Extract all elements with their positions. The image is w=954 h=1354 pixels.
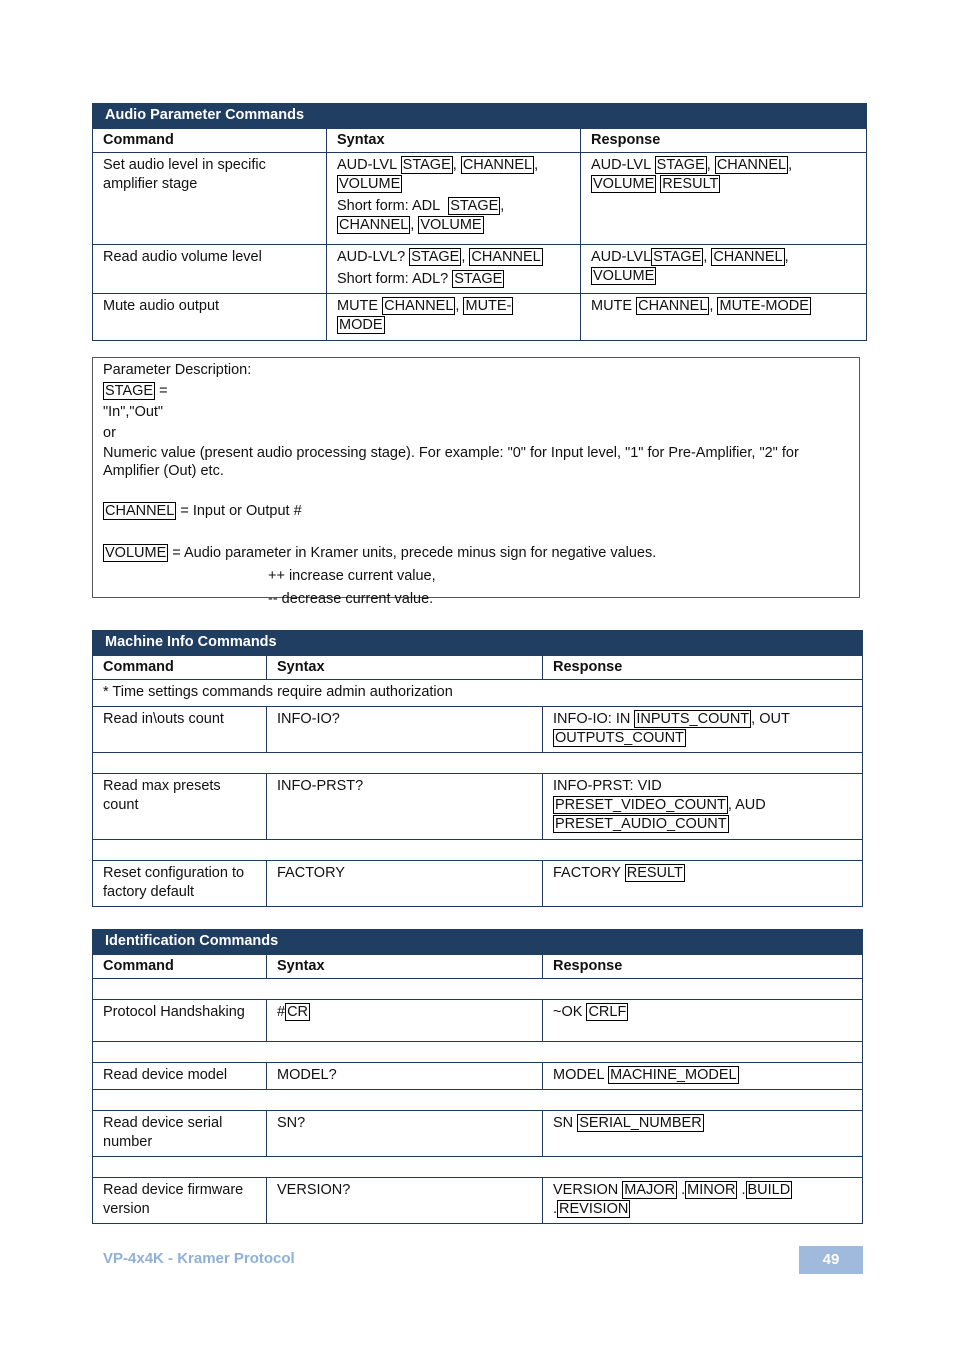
note-text: * Time settings commands require admin authorization (93, 680, 863, 707)
param-preset-video-count: PRESET_VIDEO_COUNT (555, 797, 726, 813)
param-volume: VOLUME (420, 217, 482, 233)
response-cell (543, 707, 863, 753)
document-title: VP-4x4K - Kramer Protocol (103, 1250, 295, 1267)
param-result: RESULT (662, 176, 719, 192)
response-text: MODEL (553, 1067, 605, 1083)
param-revision: REVISION (559, 1201, 629, 1217)
column-header: Command (93, 656, 267, 680)
param-channel: CHANNEL (105, 503, 175, 519)
param-inputs-count: INPUTS_COUNT (636, 711, 750, 727)
response-cell (581, 153, 867, 245)
response-text: INFO-PRST: VID (553, 778, 662, 794)
param-crlf: CRLF (588, 1004, 627, 1020)
increase-text: ++ increase current value, (268, 568, 436, 584)
param-stage: STAGE (656, 157, 705, 173)
spacer-row (93, 979, 863, 1000)
separator: . (553, 1201, 558, 1217)
param-channel: CHANNEL (716, 157, 787, 173)
equals-sign: = (159, 383, 168, 399)
param-stage: STAGE (454, 271, 503, 287)
separator: . (681, 1182, 686, 1198)
param-preset-audio-count: PRESET_AUDIO_COUNT (555, 816, 727, 832)
response-cell (543, 1178, 863, 1224)
separator: , (703, 249, 708, 265)
separator: . (741, 1182, 746, 1198)
separator: , (709, 298, 714, 314)
stage-values: "In","Out" (103, 404, 164, 420)
response-text: ~OK (553, 1004, 583, 1020)
syntax-text: AUD-LVL (337, 157, 397, 173)
note-row (93, 680, 863, 707)
response-cell (543, 1063, 863, 1090)
param-machine-model: MACHINE_MODEL (610, 1067, 737, 1083)
separator: , (461, 249, 466, 265)
short-form-text: Short form: ADL? (337, 271, 449, 287)
syntax-cell: VERSION? (267, 1178, 543, 1224)
spacer-row (93, 753, 863, 774)
command-cell: Read audio volume level (93, 245, 327, 294)
command-cell: Read device firmware version (93, 1178, 267, 1224)
param-channel: CHANNEL (638, 298, 708, 314)
syntax-text: MUTE (337, 298, 379, 314)
table-title: Machine Info Commands (93, 631, 863, 656)
param-volume: VOLUME (593, 176, 655, 192)
param-stage: STAGE (411, 249, 460, 265)
response-cell (581, 294, 867, 341)
separator: , (455, 298, 460, 314)
response-cell (543, 861, 863, 907)
separator: , (706, 157, 711, 173)
table-row (93, 1111, 863, 1157)
param-cr: CR (287, 1004, 309, 1020)
table-title: Audio Parameter Commands (93, 104, 867, 129)
table-row (93, 1000, 863, 1042)
param-volume: VOLUME (105, 545, 167, 561)
spacer-row (93, 1042, 863, 1063)
response-text: MUTE (591, 298, 633, 314)
param-mute-mode: MODE (339, 317, 383, 333)
param-volume: VOLUME (339, 176, 401, 192)
separator: , (788, 157, 793, 173)
param-channel: CHANNEL (713, 249, 783, 265)
column-header: Command (93, 129, 327, 153)
table-row (93, 1178, 863, 1224)
separator: , (410, 217, 415, 233)
command-cell: Protocol Handshaking (93, 1000, 267, 1042)
param-minor: MINOR (687, 1182, 736, 1198)
table-row (93, 861, 863, 907)
response-cell (543, 1111, 863, 1157)
short-form-text: Short form: ADL (337, 198, 441, 214)
syntax-cell: INFO-PRST? (267, 774, 543, 840)
column-header: Command (93, 955, 267, 979)
description-title: Parameter Description: (103, 362, 252, 378)
table-row (93, 294, 867, 341)
response-text: , AUD (727, 797, 766, 813)
param-serial-number: SERIAL_NUMBER (579, 1115, 702, 1131)
command-cell: Set audio level in specific amplifier stage (93, 153, 327, 245)
param-stage: STAGE (105, 383, 154, 399)
column-header: Syntax (267, 656, 543, 680)
response-text: FACTORY (553, 865, 621, 881)
command-cell: Reset configuration to factory default (93, 861, 267, 907)
syntax-cell: MODEL? (267, 1063, 543, 1090)
audio-commands-table (92, 103, 867, 341)
param-stage: STAGE (653, 249, 702, 265)
syntax-cell (327, 153, 581, 245)
param-channel: CHANNEL (462, 157, 533, 173)
volume-description: = Audio parameter in Kramer units, precede minus sign for negative values. (172, 545, 657, 561)
response-text: SN (553, 1115, 574, 1131)
parameter-description (92, 357, 860, 607)
command-cell: Read device serial number (93, 1111, 267, 1157)
response-text: , OUT (751, 711, 790, 727)
param-outputs-count: OUTPUTS_COUNT (555, 730, 684, 746)
table-row (93, 1063, 863, 1090)
channel-description: = Input or Output # (180, 503, 302, 519)
syntax-cell (267, 1000, 543, 1042)
machine-info-table (92, 630, 863, 907)
param-result: RESULT (626, 865, 683, 881)
param-volume: VOLUME (593, 268, 655, 284)
command-cell: Mute audio output (93, 294, 327, 341)
syntax-cell (327, 294, 581, 341)
syntax-text: AUD-LVL? (337, 249, 406, 265)
column-header: Syntax (327, 129, 581, 153)
separator: , (452, 157, 457, 173)
column-header: Response (543, 955, 863, 979)
response-text: AUD-LVL (591, 157, 651, 173)
response-text: INFO-IO: IN (553, 711, 631, 727)
table-row (93, 707, 863, 753)
column-header: Response (581, 129, 867, 153)
identification-table (92, 929, 863, 1224)
param-mute-mode: MUTE- (465, 298, 512, 314)
response-cell (581, 245, 867, 294)
param-channel: CHANNEL (471, 249, 541, 265)
param-stage: STAGE (402, 157, 451, 173)
param-build: BUILD (747, 1182, 791, 1198)
syntax-cell (327, 245, 581, 294)
separator: , (784, 249, 789, 265)
syntax-cell: SN? (267, 1111, 543, 1157)
decrease-text: -- decrease current value. (268, 591, 434, 607)
param-channel: CHANNEL (384, 298, 454, 314)
table-row (93, 153, 867, 245)
separator: , (500, 198, 505, 214)
spacer-row (93, 840, 863, 861)
table-title: Identification Commands (93, 930, 863, 955)
or-text: or (103, 425, 116, 441)
syntax-text: # (277, 1004, 286, 1020)
syntax-cell: FACTORY (267, 861, 543, 907)
response-cell (543, 1000, 863, 1042)
response-cell (543, 774, 863, 840)
param-channel: CHANNEL (339, 217, 409, 233)
param-stage: STAGE (450, 198, 499, 214)
param-mute-mode: MUTE-MODE (719, 298, 809, 314)
command-cell: Read in\outs count (93, 707, 267, 753)
response-text: VERSION (553, 1182, 619, 1198)
command-cell: Read device model (93, 1063, 267, 1090)
command-cell: Read max presets count (93, 774, 267, 840)
column-header: Syntax (267, 955, 543, 979)
response-text: AUD-LVL (591, 249, 652, 265)
spacer-row (93, 1090, 863, 1111)
table-row (93, 774, 863, 840)
page-number: 49 (799, 1246, 863, 1274)
table-row (93, 245, 867, 294)
param-major: MAJOR (624, 1182, 676, 1198)
separator: , (534, 157, 539, 173)
spacer-row (93, 1157, 863, 1178)
numeric-description: Numeric value (present audio processing stage). For example: "0" for Input level, "1" for Pre-Amplifier, "2" for Amplifier (Out) etc. (103, 445, 799, 479)
column-header: Response (543, 656, 863, 680)
syntax-cell: INFO-IO? (267, 707, 543, 753)
